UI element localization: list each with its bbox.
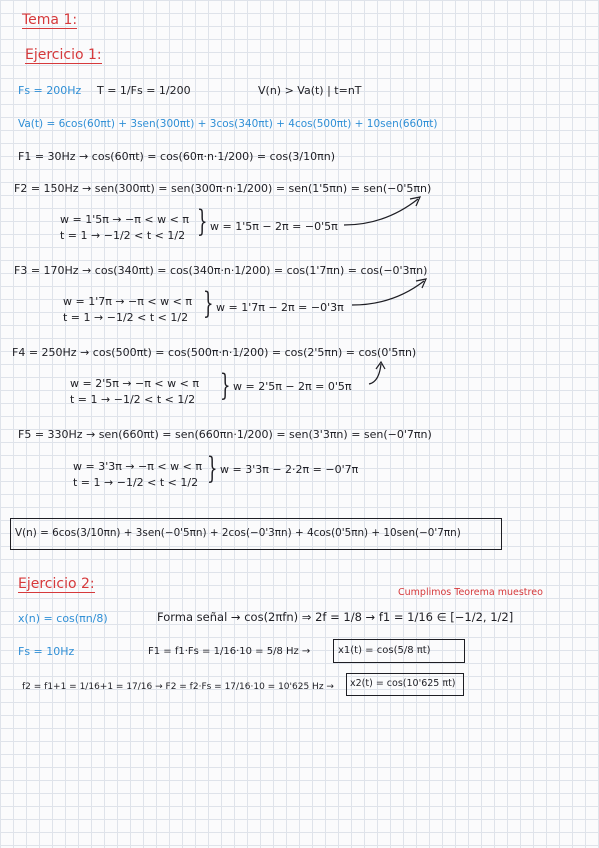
brace: } [220,368,231,403]
brace: } [203,286,214,321]
analog-signal-1: x1(t) = cos(5/8 πt) [338,645,431,656]
f4-omega-reduced: w = 2'5π − 2π = 0'5π [233,380,352,393]
f3-omega-range: w = 1'7π → −π < w < π [63,295,192,308]
sampling-relation: V(n) > Va(t) | t=nT [258,84,362,97]
exercise-1-title: Ejercicio 1: [25,47,102,63]
f5-omega-range: w = 3'3π → −π < w < π [73,460,202,473]
page-heading: Tema 1: [22,12,78,28]
discrete-signal-result: V(n) = 6cos(3/10πn) + 3sen(−0'5πn) + 2cos(−0'3πn) + 4cos(0'5πn) + 10sen(−0'7πn) [15,527,461,539]
arrow-icon [340,193,430,233]
exercise-2-title: Ejercicio 2: [18,576,95,592]
discrete-signal: x(n) = cos(πn/8) [18,612,108,625]
analog-signal: Va(t) = 6cos(60πt) + 3sen(300πt) + 3cos(340πt) + 4cos(500πt) + 10sen(660πt) [18,118,438,130]
f2-t-range: t = 1 → −1/2 < t < 1/2 [60,229,186,242]
f5-omega-reduced: w = 3'3π − 2·2π = −0'7π [220,463,359,476]
sampling-theorem-note: Cumplimos Teorema muestreo [398,587,543,598]
f3-t-range: t = 1 → −1/2 < t < 1/2 [63,311,189,324]
signal-form: Forma señal → cos(2πfn) ⇒ 2f = 1/8 → f1 = 1/16 ∈ [−1/2, 1/2] [157,610,514,624]
period-formula: T = 1/Fs = 1/200 [97,84,191,97]
sampling-frequency-2: Fs = 10Hz [18,645,75,658]
sampling-frequency: Fs = 200Hz [18,84,82,97]
f2-omega-range: w = 1'5π → −π < w < π [60,213,189,226]
brace: } [207,451,218,486]
component-f3: F3 = 170Hz → cos(340πt) = cos(340π·n·1/200) = cos(1'7πn) = cos(−0'3πn) [14,264,428,277]
f3-omega-reduced: w = 1'7π − 2π = −0'3π [216,301,344,314]
f2-omega-reduced: w = 1'5π − 2π = −0'5π [210,220,338,233]
arrow-icon [348,275,438,315]
brace: } [197,204,208,239]
f4-t-range: t = 1 → −1/2 < t < 1/2 [70,393,196,406]
arrow-icon [365,360,405,392]
component-f1: F1 = 30Hz → cos(60πt) = cos(60π·n·1/200) = cos(3/10πn) [18,150,335,163]
component-f5: F5 = 330Hz → sen(660πt) = sen(660πn·1/200) = sen(3'3πn) = sen(−0'7πn) [18,428,432,441]
analog-signal-2: x2(t) = cos(10'625 πt) [350,678,456,689]
component-f2: F2 = 150Hz → sen(300πt) = sen(300π·n·1/200) = sen(1'5πn) = sen(−0'5πn) [14,182,432,195]
f4-omega-range: w = 2'5π → −π < w < π [70,377,199,390]
analog-frequency-1: F1 = f1·Fs = 1/16·10 = 5/8 Hz → [148,646,311,657]
component-f4: F4 = 250Hz → cos(500πt) = cos(500π·n·1/200) = cos(2'5πn) = cos(0'5πn) [12,346,417,359]
analog-frequency-2: f2 = f1+1 = 1/16+1 = 17/16 → F2 = f2·Fs = 17/16·10 = 10'625 Hz → [22,682,334,692]
f5-t-range: t = 1 → −1/2 < t < 1/2 [73,476,199,489]
